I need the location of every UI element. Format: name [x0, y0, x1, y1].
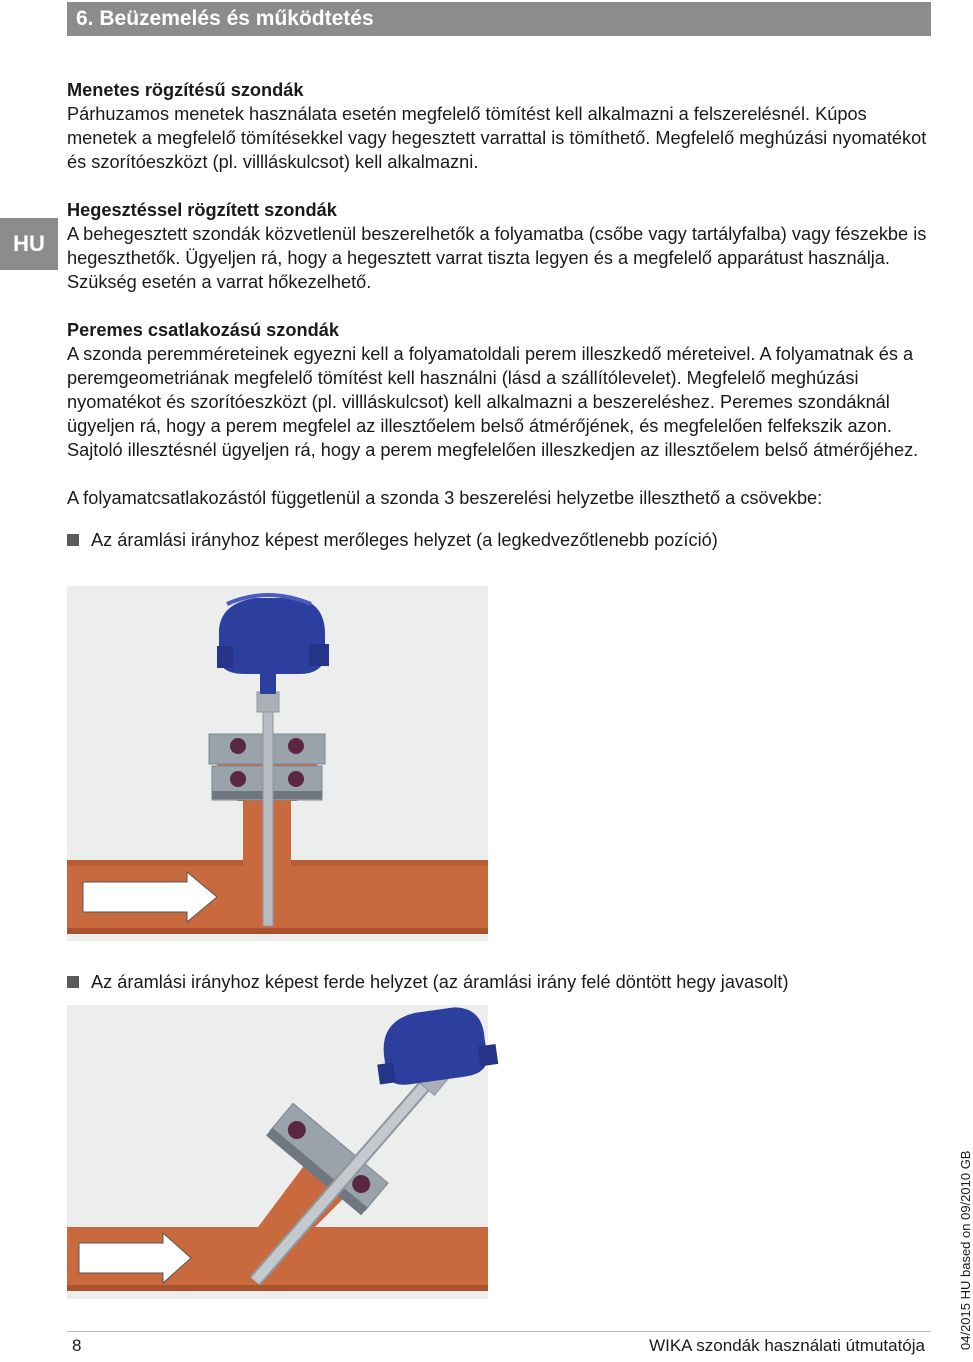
language-tab: HU: [0, 218, 58, 270]
figure-inclined-installation: [67, 1005, 488, 1299]
footer-divider: [67, 1331, 931, 1332]
perpendicular-probe-illustration: [67, 586, 488, 941]
section-heading: Peremes csatlakozású szondák: [67, 320, 339, 340]
section-body: A szonda peremméreteinek egyezni kell a folyamatoldali perem illeszkedő méreteivel. A folyamatnak és a peremgeometriának megfelelő tömítést kell használni (lásd a szállítólevelet). Megfelelő meghúzási nyomatékot és szorítóeszközt (pl. villláskulcsot) kell alkalmazni a beszereléshez. Peremes szondáknál ügyeljen rá, hogy a perem megfelel az illesztőelem belső átmérőjének, és megfelelően felfekszik azon. Sajtoló illesztésnél ügyeljen rá, hogy a perem megfelelően illeszkedjen az illesztőelem belső átmérőjéhez.: [67, 344, 919, 460]
bullet-text: Az áramlási irányhoz képest merőleges helyzet (a legkedvezőtlenebb pozíció): [91, 530, 718, 550]
section-heading: Menetes rögzítésű szondák: [67, 80, 304, 100]
section-header: 6. Beüzemelés és működtetés: [67, 2, 931, 36]
figure-perpendicular-installation: [67, 586, 488, 941]
section-welded: [67, 198, 927, 294]
section-body: A behegesztett szondák közvetlenül beszerelhetők a folyamatba (csőbe vagy tartályfalba) vagy fészekbe is hegeszthetők. Ügyeljen rá, hogy a hegesztett varrat tiszta legyen és a megfelelő apparátust használja. Szükség esetén a varrat hőkezelhető.: [67, 224, 927, 292]
page-number: 8: [72, 1336, 82, 1355]
bullet-inclined: [67, 970, 951, 994]
bullet-square-icon: [67, 976, 79, 988]
footer-title: WIKA szondák használati útmutatója: [649, 1336, 925, 1355]
section-threaded: [67, 78, 927, 174]
bullet-square-icon: [67, 534, 79, 546]
section-flanged: [67, 318, 927, 462]
section-heading: Hegesztéssel rögzített szondák: [67, 200, 337, 220]
bullet-perpendicular: [67, 528, 927, 552]
intro-text: A folyamatcsatlakozástól függetlenül a szonda 3 beszerelési helyzetbe illeszthető a csövekbe:: [67, 488, 823, 508]
bullet-text: Az áramlási irányhoz képest ferde helyzet (az áramlási irány felé döntött hegy javasolt): [91, 972, 789, 992]
inclined-probe-illustration: [67, 1005, 488, 1299]
main-content: [67, 78, 927, 552]
section-body: Párhuzamos menetek használata esetén megfelelő tömítést kell alkalmazni a felszerelésnél. Kúpos menetek a megfelelő tömítésekkel vagy hegesztett varrattal is tömíthető. Megfelelő meghúzási nyomatékot és szorítóeszközt (pl. villláskulcsot) kell alkalmazni.: [67, 104, 927, 172]
document-version-note: 04/2015 HU based on 09/2010 GB: [958, 1150, 973, 1350]
